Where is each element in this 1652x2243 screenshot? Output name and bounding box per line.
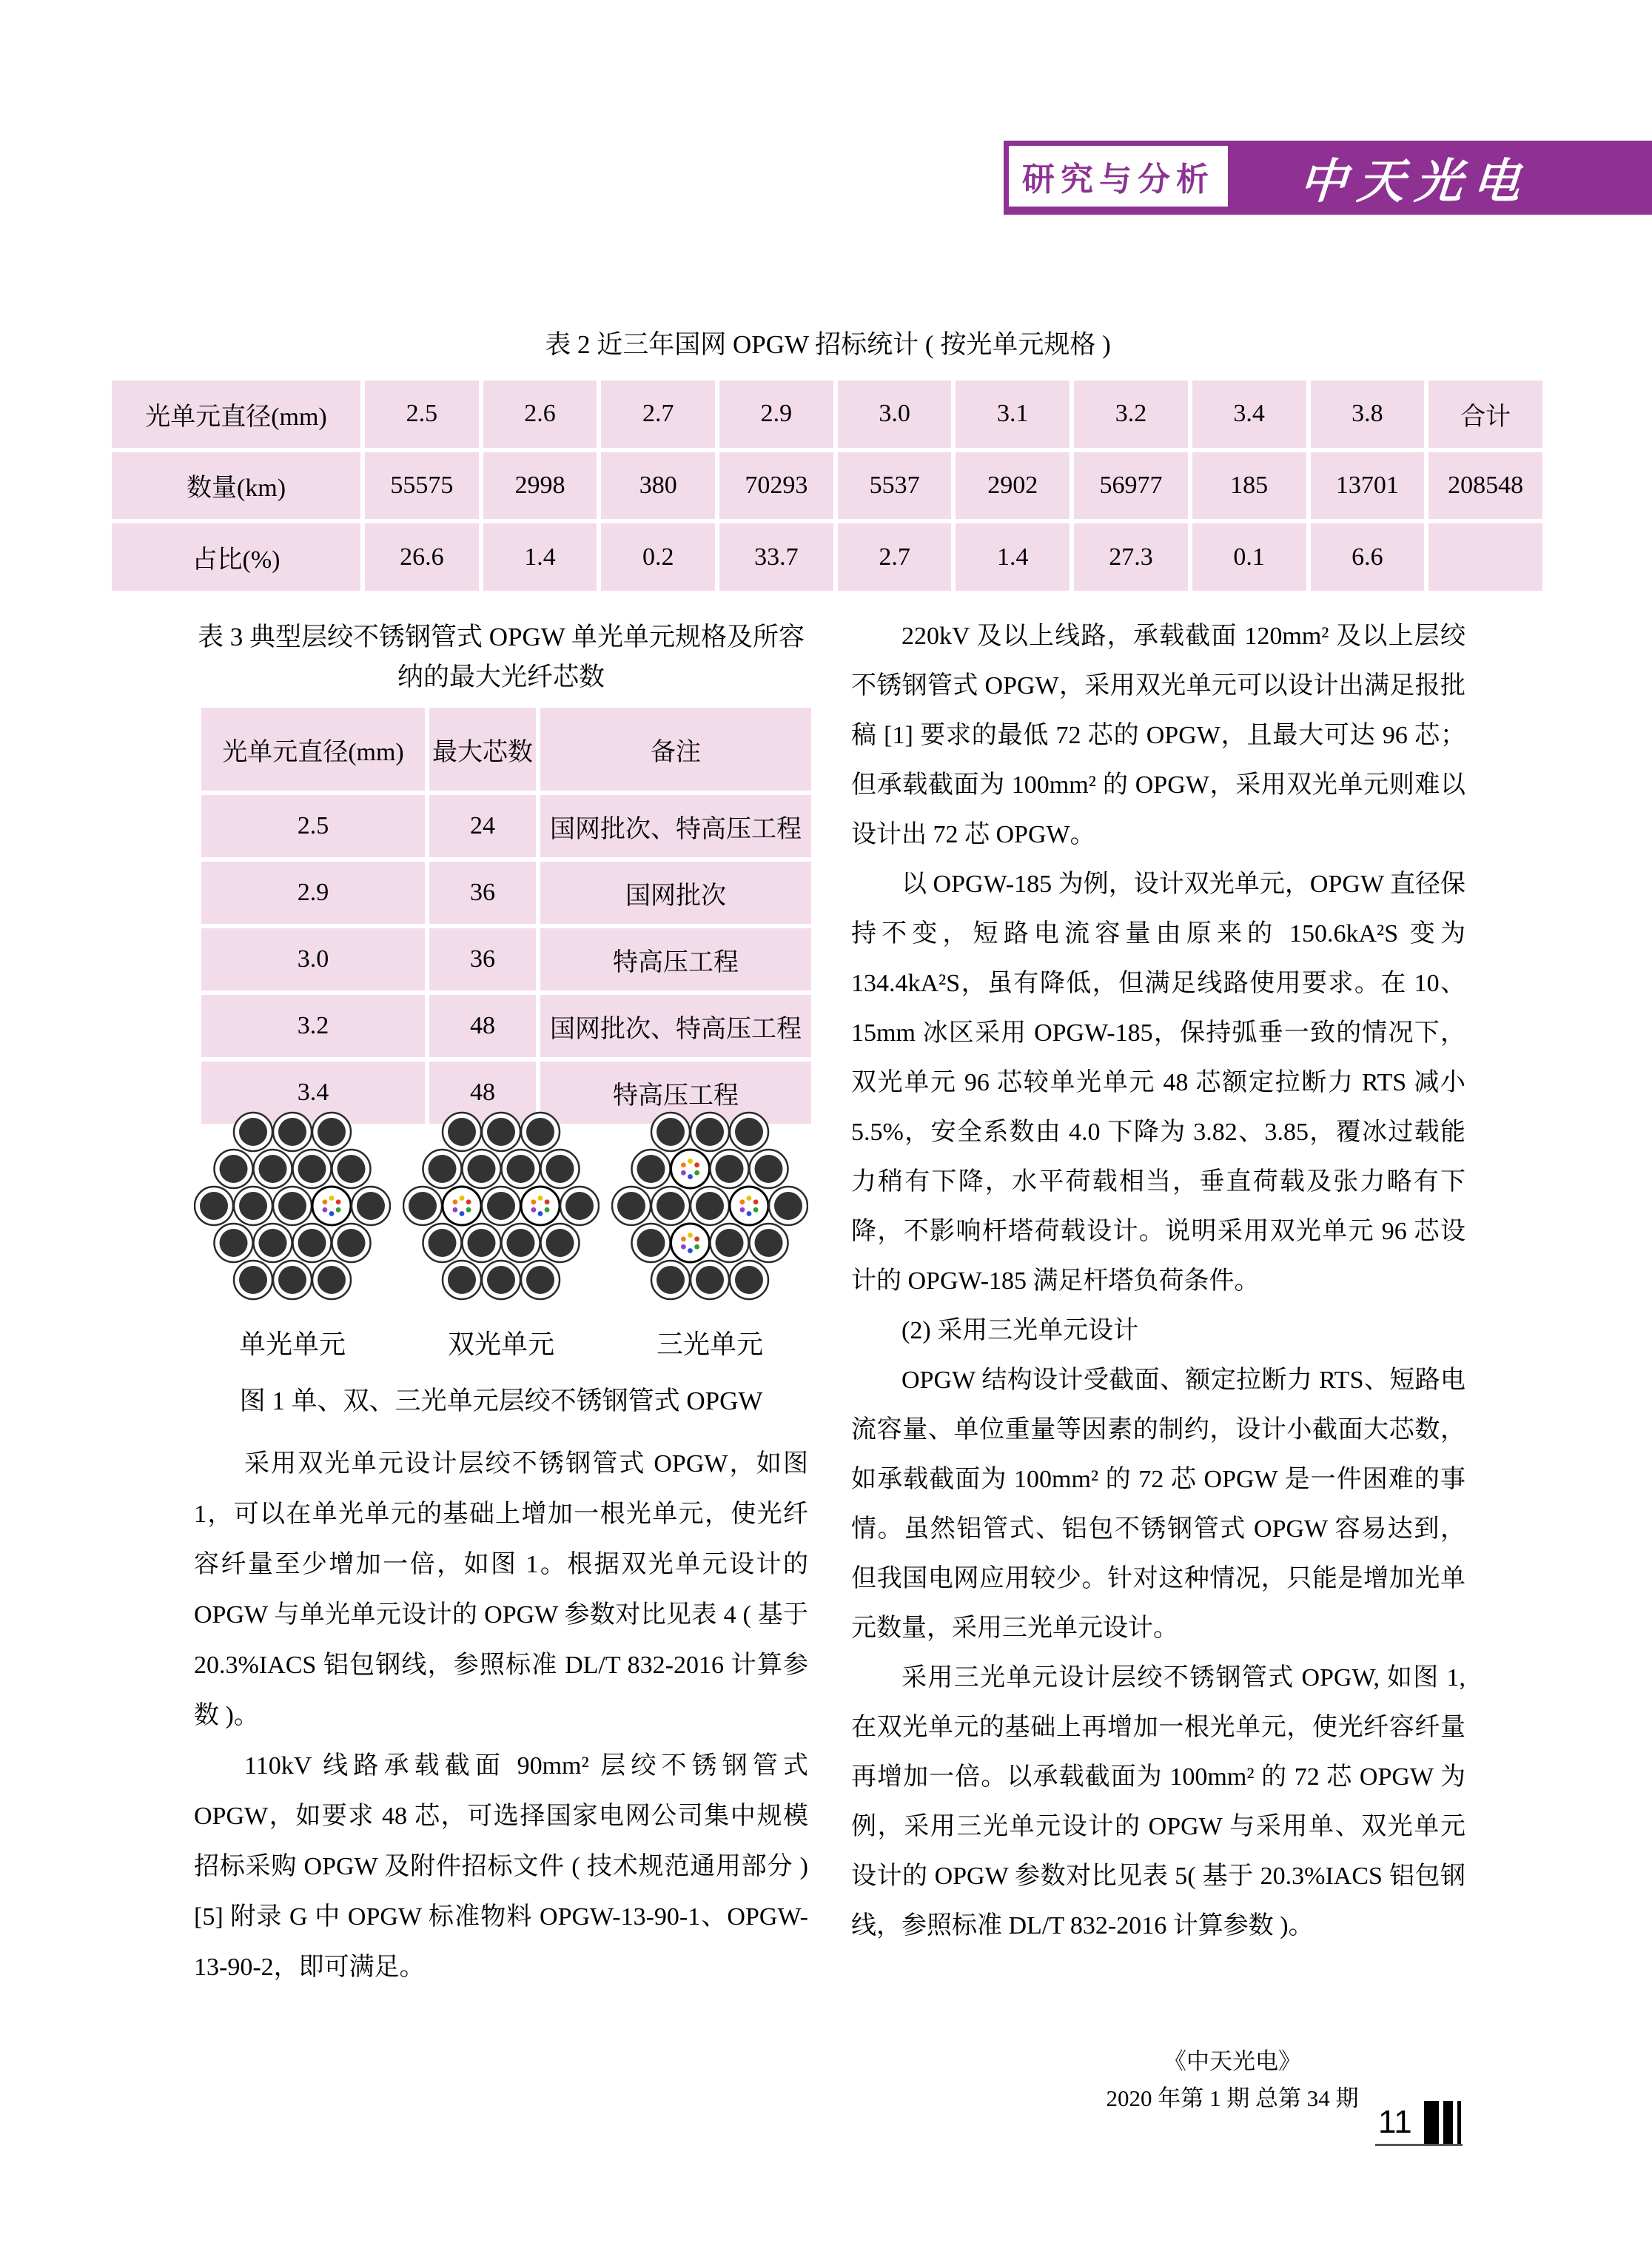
row-header-cell: 3.4 bbox=[201, 1062, 425, 1124]
paragraph: 220kV 及以上线路，承载截面 120mm² 及以上层绞不锈钢管式 OPGW，采用双光单元可以设计出满足报批稿 [1] 要求的最低 72 芯的 OPGW，且最大可达 96 芯；但承载截面为 100mm² 的 OPGW，采用双光单元则难以设计出 72 芯 OPGW。 bbox=[851, 623, 1465, 848]
table-cell: 6.6 bbox=[1311, 523, 1425, 591]
table-cell: 27.3 bbox=[1074, 523, 1188, 591]
row-header-cell: 3.0 bbox=[201, 928, 425, 990]
table-row bbox=[112, 523, 1542, 591]
table-cell: 48 bbox=[429, 1062, 536, 1124]
table-cell: 70293 bbox=[719, 452, 833, 520]
table-cell: 0.1 bbox=[1192, 523, 1306, 591]
table3 bbox=[197, 703, 816, 1128]
table-header-row bbox=[201, 708, 811, 791]
table-cell: 208548 bbox=[1428, 452, 1542, 520]
table-cell: 13701 bbox=[1311, 452, 1425, 520]
cable-labels bbox=[194, 1324, 808, 1361]
table-cell: 2.7 bbox=[601, 380, 715, 448]
right-column bbox=[851, 611, 1465, 1951]
table-row bbox=[201, 795, 811, 857]
table-cell: 36 bbox=[429, 862, 536, 924]
header-band bbox=[1004, 141, 1652, 215]
table-cell: 185 bbox=[1192, 452, 1306, 520]
table-cell: 0.2 bbox=[601, 523, 715, 591]
table3-title-line1: 表 3 典型层绞不锈钢管式 OPGW 单光单元规格及所容 bbox=[198, 623, 805, 651]
subheading: (2) 采用三光单元设计 bbox=[901, 1317, 1139, 1344]
brand-logo: 中天光电 bbox=[1297, 155, 1533, 208]
table2-title: 表 2 近三年国网 OPGW 招标统计 ( 按光单元规格 ) bbox=[545, 330, 1111, 359]
table-row bbox=[112, 380, 1542, 448]
table-cell: 2.9 bbox=[719, 380, 833, 448]
table-cell: 33.7 bbox=[719, 523, 833, 591]
table-cell: 24 bbox=[429, 795, 536, 857]
table-cell: 55575 bbox=[365, 452, 479, 520]
table-cell: 3.1 bbox=[956, 380, 1070, 448]
row-header-cell: 光单元直径(mm) bbox=[112, 380, 360, 448]
footer-issue: 2020 年第 1 期 总第 34 期 bbox=[1106, 2085, 1359, 2111]
table-cell: 2.6 bbox=[483, 380, 597, 448]
figure-1 bbox=[194, 1107, 808, 1418]
table-cell: 特高压工程 bbox=[540, 928, 811, 990]
section-label-box bbox=[1007, 144, 1229, 208]
paragraph: 110kV 线路承载截面 90mm² 层绞不锈钢管式 OPGW，如要求 48 芯，可选择国家电网公司集中规模招标采购 OPGW 及附件招标文件 ( 技术规范通用部分 )[5] 附录 G 中 OPGW 标准物料 OPGW-13-90-1、OPGW-13-90-2，即可满足。 bbox=[194, 1752, 808, 1981]
table-cell: 国网批次、特高压工程 bbox=[540, 795, 811, 857]
table-cell: 2.5 bbox=[365, 380, 479, 448]
row-header-cell: 3.2 bbox=[201, 995, 425, 1057]
cable-cross-section bbox=[194, 1107, 391, 1304]
table-cell: 36 bbox=[429, 928, 536, 990]
table-cell: 380 bbox=[601, 452, 715, 520]
table-cell: 2.7 bbox=[838, 523, 952, 591]
footer-journal: 《中天光电》 bbox=[1164, 2048, 1301, 2074]
table-cell: 合计 bbox=[1428, 380, 1542, 448]
table-cell: 2998 bbox=[483, 452, 597, 520]
paragraph: 采用双光单元设计层绞不锈钢管式 OPGW，如图 1，可以在单光单元的基础上增加一根光单元，使光纤容纤量至少增加一倍，如图 1。根据双光单元设计的 OPGW 与单光单元设计的 OPGW 参数对比见表 4 ( 基于 20.3%IACS 铝包钢线，参照标准 DL/T 832-2016 计算参数 )。 bbox=[194, 1450, 808, 1729]
figure-caption: 图 1 单、双、三光单元层绞不锈钢管式 OPGW bbox=[239, 1387, 763, 1415]
cable-cross-section bbox=[403, 1107, 600, 1304]
paragraph: 采用三光单元设计层绞不锈钢管式 OPGW, 如图 1, 在双光单元的基础上再增加一根光单元，使光纤容纤量再增加一倍。以承载截面为 100mm² 的 72 芯 OPGW 为例，采用三光单元设计的 OPGW 与采用单、双光单元设计的 OPGW 参数对比见表 5( 基于 20.3%IACS 铝包钢线，参照标准 DL/T 832-2016 计算参数 )。 bbox=[851, 1664, 1465, 1939]
table-row bbox=[201, 995, 811, 1057]
table-cell: 48 bbox=[429, 995, 536, 1057]
column-header-cell: 备注 bbox=[540, 708, 811, 791]
page-number: 11 bbox=[1378, 2104, 1412, 2140]
footer-rule bbox=[1375, 2144, 1463, 2146]
table3-title-line2: 纳的最大光纤芯数 bbox=[397, 663, 605, 691]
table-cell: 1.4 bbox=[956, 523, 1070, 591]
row-header-cell: 数量(km) bbox=[112, 452, 360, 520]
table-cell: 3.0 bbox=[838, 380, 952, 448]
page-bars-icon bbox=[1424, 2101, 1463, 2144]
cable-label-triple: 三光单元 bbox=[656, 1330, 763, 1359]
section-label: 研究与分析 bbox=[1022, 161, 1215, 198]
table-cell: 56977 bbox=[1074, 452, 1188, 520]
table-cell: 特高压工程 bbox=[540, 1062, 811, 1124]
cable-label-single: 单光单元 bbox=[238, 1330, 346, 1359]
paragraph: 以 OPGW-185 为例，设计双光单元，OPGW 直径保持不变，短路电流容量由原来的 150.6kA²S 变为 134.4kA²S，虽有降低，但满足线路使用要求。在 10、15mm 冰区采用 OPGW-185，保持弧垂一致的情况下，双光单元 96 芯较单光单元 48 芯额定拉断力 RTS 减小 5.5%，安全系数由 4.0 下降为 3.82、3.85，覆冰过载能力稍有下降，水平荷载相当，垂直荷载及张力略有下降，不影响杆塔荷载设计。说明采用双光单元 96 芯设计的 OPGW-185 满足杆塔负荷条件。 bbox=[851, 871, 1465, 1295]
table-cell: 1.4 bbox=[483, 523, 597, 591]
column-header-cell: 光单元直径(mm) bbox=[201, 708, 425, 791]
paragraph: OPGW 结构设计受截面、额定拉断力 RTS、短路电流容量、单位重量等因素的制约，设计小截面大芯数，如承载截面为 100mm² 的 72 芯 OPGW 是一件困难的事情。虽然铝管式、铝包不锈钢管式 OPGW 容易达到，但我国电网应用较少。针对这种情况，只能是增加光单元数量，采用三光单元设计。 bbox=[851, 1367, 1465, 1642]
table-cell bbox=[1428, 523, 1542, 591]
table-cell: 国网批次 bbox=[540, 862, 811, 924]
row-header-cell: 2.5 bbox=[201, 795, 425, 857]
table-cell: 26.6 bbox=[365, 523, 479, 591]
column-header-cell: 最大芯数 bbox=[429, 708, 536, 791]
table-cell: 3.2 bbox=[1074, 380, 1188, 448]
cable-label-double: 双光单元 bbox=[447, 1330, 554, 1359]
table-cell: 5537 bbox=[838, 452, 952, 520]
cable-cross-section bbox=[611, 1107, 808, 1304]
left-column bbox=[194, 1439, 808, 1993]
table-cell: 3.8 bbox=[1311, 380, 1425, 448]
row-header-cell: 占比(%) bbox=[112, 523, 360, 591]
bar-icon bbox=[1424, 2101, 1439, 2144]
bar-icon bbox=[1443, 2101, 1453, 2144]
table3-title bbox=[194, 617, 808, 697]
table-cell: 国网批次、特高压工程 bbox=[540, 995, 811, 1057]
table-row bbox=[112, 452, 1542, 520]
cable-cross-sections bbox=[194, 1107, 808, 1304]
row-header-cell: 2.9 bbox=[201, 862, 425, 924]
table-row bbox=[201, 862, 811, 924]
table-cell: 3.4 bbox=[1192, 380, 1306, 448]
table-row bbox=[201, 928, 811, 990]
table-cell: 2902 bbox=[956, 452, 1070, 520]
table2 bbox=[107, 376, 1547, 595]
bar-icon bbox=[1457, 2101, 1461, 2144]
footer bbox=[1088, 2043, 1377, 2117]
